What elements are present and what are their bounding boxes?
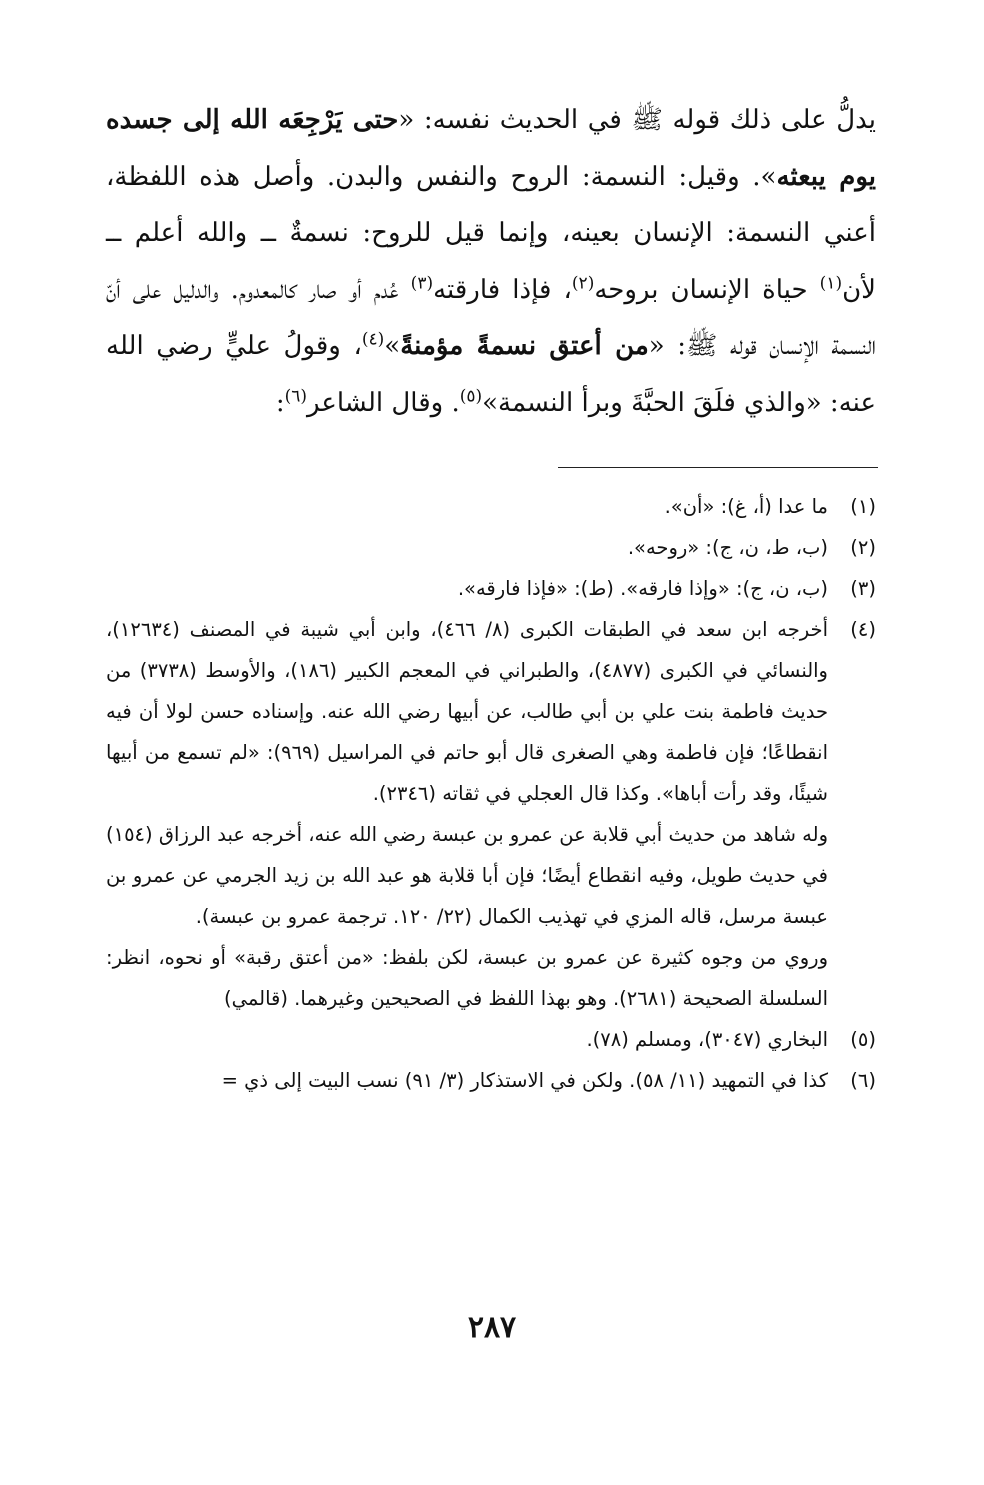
footnote-6 [106,1060,876,1101]
footnote-ref-5[interactable]: (٥) [459,385,483,406]
text-run: : [275,387,285,418]
footnotes [106,486,876,1101]
footnote-ref-6[interactable]: (٦) [284,385,307,406]
footnote-text: (ب، ن، ج): «وإذا فارقه». (ط): «فإذا فارقه». [457,577,828,600]
footnote-paragraph: وله شاهد من حديث أبي قلابة عن عمرو بن عبسة رضي الله عنه، أخرجه عبد الرزاق (١٥٤) في حديث طويل، وفيه انقطاع أيضًا؛ فإن أبا قلابة هو عبد الله بن زيد الجرمي عن عمرو بن عبسة مرسل، قاله المزي في تهذيب الكمال (٢٢/ ١٢٠. ترجمة عمرو بن عبسة). [106,823,828,928]
text-run: ، وقولُ عليٍّ رضي الله عنه: «والذي فلَقَ الحبَّةَ وبرأ النسمة» [106,331,876,418]
footnote-number: (٦) [850,1069,876,1092]
text-run: » [384,331,401,361]
main-text [106,92,876,431]
footnote-number: (١) [850,495,876,518]
footnote-1 [106,486,876,527]
text-run: ، فإذا فارقته [433,274,572,305]
text-run: عُدم أو صار كالمعدوم. والدليل على أنّ النسمة الإنسان قوله ﷺ: « [106,274,876,361]
footnote-5 [106,1019,876,1060]
footnote-separator [558,467,878,468]
footnote-paragraph: وروي من وجوه كثيرة عن عمرو بن عبسة، لكن بلفظ: «من أعتق رقبة» أو نحوه، انظر: السلسلة الصحيحة (٢٦٨١). وهو بهذا اللفظ في الصحيحين وغيرهما. (قالمي) [106,946,828,1010]
footnote-text: (ب، ط، ن، ج): «روحه». [627,536,828,559]
hadith-quote: حتى يَرْجِعَه الله إلى جسده يوم يبعثه [106,105,876,192]
footnote-ref-3[interactable]: (٣) [410,272,434,293]
footnote-text: ما عدا (أ، غ): «أن». [664,495,828,518]
footnote-text: أخرجه ابن سعد في الطبقات الكبرى (٨/ ٤٦٦)، وابن أبي شيبة في المصنف (١٢٦٣٤)، والنسائي في الكبرى (٤٨٧٧)، والطبراني في المعجم الكبير (١٨٦)، والأوسط (٣٧٣٨) من حديث فاطمة بنت علي بن أبي طالب، عن أبيها رضي الله عنه. وإسناده حسن لولا أن فيه انقطاعًا؛ فإن فاطمة وهي الصغرى قال أبو حاتم في المراسيل (٩٦٩): «لم تسمع من أبيها شيئًا، وقد رأت أباها». وكذا قال العجلي في ثقاته (٢٣٤٦). [106,618,828,805]
footnote-ref-2[interactable]: (٢) [571,272,595,293]
footnote-2 [106,527,876,568]
page-number: ٢٨٧ [467,1310,517,1345]
text-run: ». وقيل: النسمة: الروح والنفس والبدن. وأصل هذه اللفظة، أعني النسمة: الإنسان بعينه، وإنما قيل للروح: نسمةٌ ــ والله أعلم ــ لأن [106,161,876,305]
footnote-number: (٣) [850,577,876,600]
footnote-3 [106,568,876,609]
footnote-4 [106,609,876,1019]
footnote-number: (٥) [850,1028,876,1051]
footnote-number: (٤) [850,618,876,641]
main-paragraph [106,92,876,431]
hadith-quote: من أعتق نسمةً مؤمنةً [400,331,649,361]
text-run: . وقال الشاعر [307,387,460,418]
text-run: حياة الإنسان بروحه [594,274,820,305]
text-run: يدلُّ على ذلك قوله ﷺ في الحديث نفسه: « [398,105,877,135]
footnote-text: البخاري (٣٠٤٧)، ومسلم (٧٨). [586,1028,828,1051]
footnote-text: كذا في التمهيد (١١/ ٥٨). ولكن في الاستذكار (٣/ ٩١) نسب البيت إلى ذي = [221,1069,828,1092]
footnote-ref-1[interactable]: (١) [819,272,843,293]
footnote-number: (٢) [850,536,876,559]
footnote-ref-4[interactable]: (٤) [361,329,385,350]
